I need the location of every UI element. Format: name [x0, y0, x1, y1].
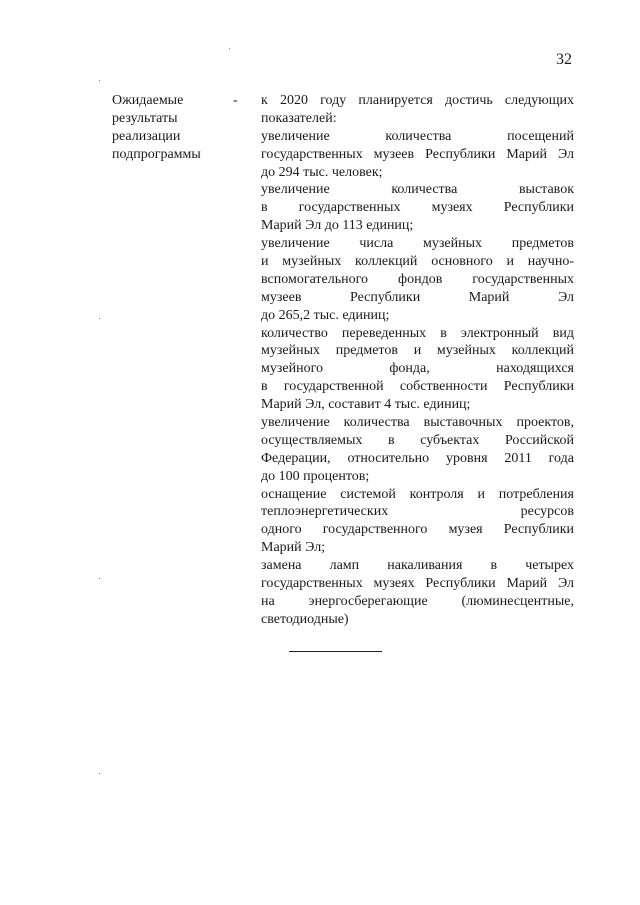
- text-line: и музейных коллекций основного и научно-: [261, 254, 574, 270]
- section-label-line: реализации: [112, 129, 181, 144]
- text-line: к 2020 году планируется достичь следующих: [261, 93, 574, 108]
- section-label-line: подпрограммы: [112, 147, 201, 162]
- scan-speck: [229, 48, 230, 49]
- text-line: увеличение числа музейных предметов: [261, 236, 574, 252]
- text-line: увеличение количества выставочных проектов,: [261, 415, 574, 431]
- text-line: теплоэнергетических ресурсов: [261, 504, 574, 520]
- scan-speck: [99, 578, 100, 579]
- expected-results-text: [261, 92, 574, 629]
- closing-rule: [289, 651, 382, 652]
- scan-speck: [99, 318, 100, 319]
- text-line: Марий Эл до 113 единиц;: [261, 218, 414, 234]
- text-line: светодиодные): [261, 611, 349, 627]
- label-dash: -: [233, 93, 238, 108]
- text-line: вспомогательного фондов государственных: [261, 271, 574, 287]
- text-line: до 265,2 тыс. единиц;: [261, 307, 390, 323]
- text-line: музейных предметов и музейных коллекций: [261, 343, 574, 359]
- text-line: в государственных музеях Республики: [261, 200, 574, 216]
- text-line: одного государственного музея Республики: [261, 522, 574, 538]
- text-line: увеличение количества посещений: [261, 128, 574, 144]
- text-line: оснащение системой контроля и потребления: [261, 486, 574, 502]
- text-line: музейного фонда, находящихся: [261, 361, 574, 377]
- section-label: [112, 92, 232, 164]
- scan-speck: [99, 773, 100, 774]
- text-line: Марий Эл, составит 4 тыс. единиц;: [261, 397, 471, 413]
- section-label-line: Ожидаемые: [112, 93, 184, 108]
- text-line: государственных музеях Республики Марий Эл: [261, 576, 574, 592]
- scan-speck: [99, 80, 100, 81]
- text-line: до 294 тыс. человек;: [261, 164, 383, 180]
- text-line: на энергосберегающие (люминесцентные,: [261, 593, 574, 609]
- text-line: Федерации, относительно уровня 2011 года: [261, 450, 574, 466]
- text-line: показателей:: [261, 110, 337, 126]
- text-line: до 100 процентов;: [261, 468, 370, 484]
- text-line: музеев Республики Марий Эл: [261, 289, 574, 305]
- section-label-line: результаты: [112, 111, 178, 126]
- text-line: увеличение количества выставок: [261, 182, 574, 198]
- text-line: государственных музеев Республики Марий Эл: [261, 146, 574, 162]
- text-line: Марий Эл;: [261, 540, 326, 556]
- text-line: осуществляемых в субъектах Российской: [261, 432, 574, 448]
- text-line: количество переведенных в электронный вид: [261, 325, 574, 341]
- page-number: 32: [556, 51, 572, 68]
- text-line: в государственной собственности Республики: [261, 379, 574, 395]
- text-line: замена ламп накаливания в четырех: [261, 558, 574, 574]
